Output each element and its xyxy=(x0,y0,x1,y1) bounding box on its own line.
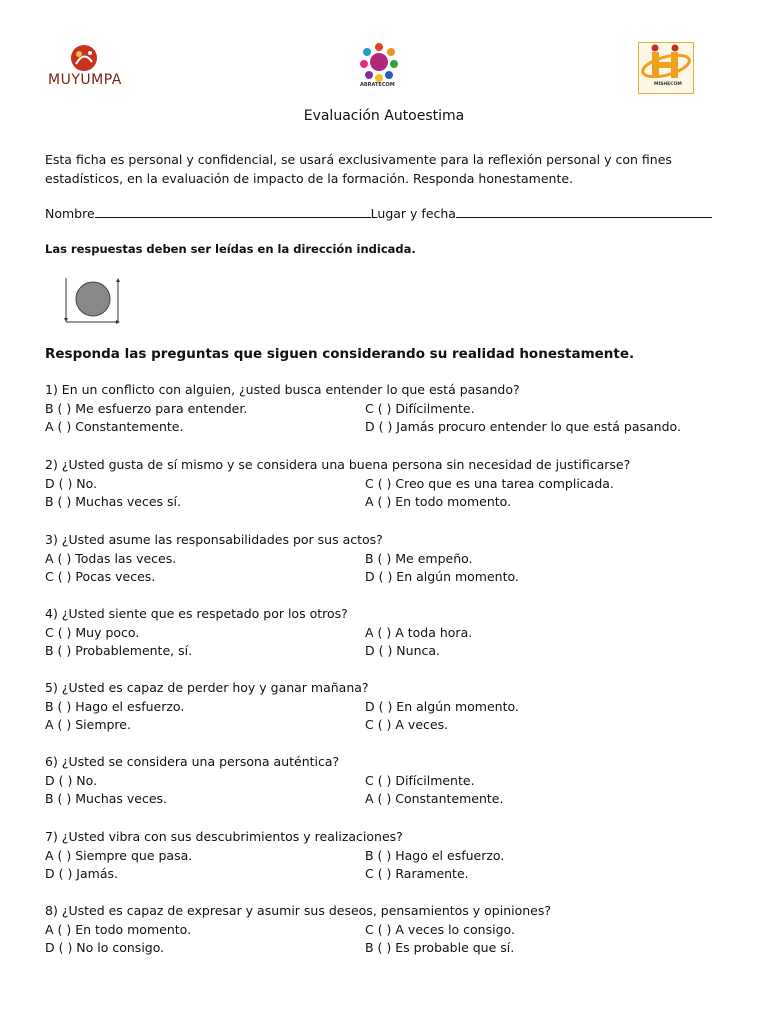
document-title: Evaluación Autoestima xyxy=(303,108,465,124)
question-text: 4) ¿Usted siente que es respetado por los otros? xyxy=(45,606,348,621)
option[interactable]: B ( ) Hago el esfuerzo. xyxy=(45,698,185,714)
option[interactable]: B ( ) Hago el esfuerzo. xyxy=(365,847,505,863)
question-text: 6) ¿Usted se considera una persona auténtica? xyxy=(45,754,340,769)
option[interactable]: A ( ) En todo momento. xyxy=(365,494,512,509)
option[interactable]: B ( ) Es probable que sí. xyxy=(365,940,515,955)
option[interactable]: D ( ) No lo consigo. xyxy=(45,940,165,955)
question-text: 5) ¿Usted es capaz de perder hoy y ganar mañana? xyxy=(45,680,369,695)
option[interactable]: A ( ) Siempre que pasa. xyxy=(45,847,193,863)
option[interactable]: C ( ) Pocas veces. xyxy=(45,569,156,584)
option[interactable]: B ( ) Muchas veces sí. xyxy=(45,494,181,509)
option[interactable]: B ( ) Muchas veces. xyxy=(45,791,168,806)
muyumpa-logo-text: MUYUMPA xyxy=(48,72,122,88)
name-field[interactable] xyxy=(95,205,371,218)
option[interactable]: D ( ) Jamás. xyxy=(45,866,118,881)
option[interactable]: D ( ) No. xyxy=(45,772,98,788)
question-7 xyxy=(45,828,725,884)
option[interactable]: C ( ) Creo que es una tarea complicada. xyxy=(365,475,614,491)
question-2 xyxy=(45,456,725,512)
question-text: 8) ¿Usted es capaz de expresar y asumir sus deseos, pensamientos y opiniones? xyxy=(45,903,552,918)
option[interactable]: C ( ) Muy poco. xyxy=(45,624,140,640)
question-4 xyxy=(45,605,725,661)
intro-line-1: Esta ficha es personal y confidencial, se usará exclusivamente para la reflexión personal y con fines xyxy=(45,152,672,167)
instructions-heading: Responda las preguntas que siguen considerando su realidad honestamente. xyxy=(45,346,635,362)
option[interactable]: C ( ) Difícilmente. xyxy=(365,400,475,416)
question-text: 2) ¿Usted gusta de sí mismo y se considera una buena persona sin necesidad de justificarse? xyxy=(45,457,631,472)
question-3 xyxy=(45,531,725,587)
option[interactable]: C ( ) A veces lo consigo. xyxy=(365,921,515,937)
option[interactable]: B ( ) Me empeño. xyxy=(365,550,473,566)
option[interactable]: C ( ) Raramente. xyxy=(365,866,469,881)
question-5 xyxy=(45,679,725,735)
abratecom-logo-text: ABRATECOM xyxy=(360,82,395,88)
option[interactable]: A ( ) Todas las veces. xyxy=(45,550,177,566)
option[interactable]: A ( ) En todo momento. xyxy=(45,921,192,937)
option[interactable]: C ( ) Difícilmente. xyxy=(365,772,475,788)
place-date-field[interactable] xyxy=(456,205,712,218)
reading-direction-diagram xyxy=(62,276,124,324)
option[interactable]: B ( ) Probablemente, sí. xyxy=(45,643,193,658)
reading-direction-note: Las respuestas deben ser leídas en la dirección indicada. xyxy=(45,242,416,256)
option[interactable]: A ( ) Constantemente. xyxy=(365,791,504,806)
option[interactable]: A ( ) Siempre. xyxy=(45,717,131,732)
place-date-label: Lugar y fecha xyxy=(370,206,456,221)
option[interactable]: C ( ) A veces. xyxy=(365,717,449,732)
option[interactable]: D ( ) No. xyxy=(45,475,98,491)
option[interactable]: A ( ) A toda hora. xyxy=(365,624,473,640)
question-text: 1) En un conflicto con alguien, ¿usted busca entender lo que está pasando? xyxy=(45,382,520,397)
intro-paragraph xyxy=(45,150,725,188)
option[interactable]: D ( ) Jamás procuro entender lo que está pasando. xyxy=(365,419,681,434)
option[interactable]: D ( ) En algún momento. xyxy=(365,569,519,584)
option[interactable]: A ( ) Constantemente. xyxy=(45,419,184,434)
name-place-form xyxy=(45,205,712,221)
question-6 xyxy=(45,753,725,809)
mishecom-logo-text: MISHECOM xyxy=(654,82,682,87)
option[interactable]: D ( ) En algún momento. xyxy=(365,698,519,714)
option[interactable]: B ( ) Me esfuerzo para entender. xyxy=(45,400,248,416)
question-text: 3) ¿Usted asume las responsabilidades por sus actos? xyxy=(45,532,383,547)
intro-line-2: estadísticos, en la evaluación de impacto de la formación. Responda honestamente. xyxy=(45,171,574,186)
question-text: 7) ¿Usted vibra con sus descubrimientos y realizaciones? xyxy=(45,829,403,844)
option[interactable]: D ( ) Nunca. xyxy=(365,643,440,658)
question-8 xyxy=(45,902,725,958)
name-label: Nombre xyxy=(45,206,95,221)
question-1 xyxy=(45,381,725,437)
